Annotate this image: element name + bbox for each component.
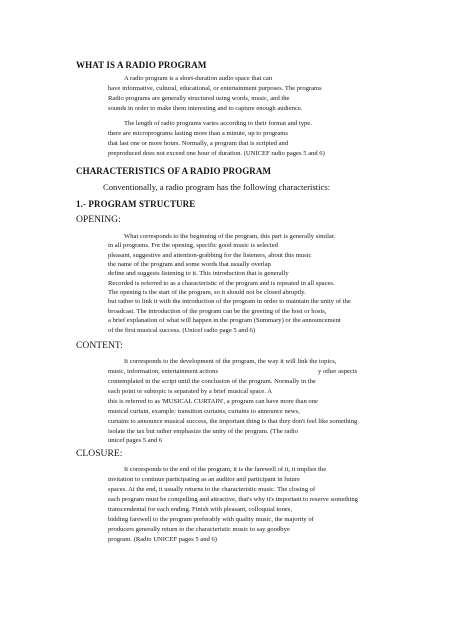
lead-sentence: Conventionally, a radio program has the following characteristics: [103, 182, 331, 192]
text-line: invitation to continue participating as an auditor and participant in future [108, 476, 300, 483]
text-line: transcendental for each ending. Finish with pleasant, colloquial tones, [108, 506, 293, 513]
heading-program-structure: 1.- PROGRAM STRUCTURE [76, 199, 196, 209]
text-line: What corresponds to the beginning of the program, this part is generally similar. [124, 233, 336, 240]
text-line: in all programs. For the opening, specific good music is selected [108, 242, 278, 249]
text-line: the name of the program and some words that usually overlap [108, 261, 271, 268]
text-line: but rather to link it with the introduction of the program in order to maintain the unity of the [108, 298, 351, 305]
heading-opening: OPENING: [76, 214, 121, 225]
text-line: curtains to announce musical success, the important thing is that they don't feel like something [108, 418, 358, 425]
text-line: y other aspects [318, 368, 358, 375]
text-line: Recorded is referred to as a characteristic of the program and is repeated in all spaces. [108, 280, 335, 287]
text-line: preproduced does not exceed one hour of duration. (UNICEF radio pages 5 and 6) [108, 150, 325, 157]
text-line: bidding farewell to the program preferably with quality music, the majority of [108, 516, 314, 523]
text-line: The length of radio programs varies according to their format and type. [124, 120, 312, 127]
heading-characteristics: CHARACTERISTICS OF A RADIO PROGRAM [76, 166, 272, 176]
text-line: It corresponds to the end of the program, it is the farewell of it, it implies the [124, 466, 327, 473]
text-line: there are microprograms lasting more than a minute, up to programs [108, 130, 288, 137]
text-line: producers generally return to the characteristic music to say goodbye [108, 526, 290, 533]
text-line: contemplated in the script until the conclusion of the program. Normally in the [108, 378, 316, 385]
text-line: this is referred to as 'MUSICAL CURTAIN', a program can have more than one [108, 398, 318, 405]
text-line: each program must be compelling and attractive, that's why it's important to reserve something [108, 496, 358, 503]
text-line: broadcast. The introduction of the program can be the greeting of the host or hosts, [108, 308, 327, 315]
heading-what-is-radio-program: WHAT IS A RADIO PROGRAM [76, 60, 207, 70]
text-line: program. (Radio UNICEF pages 5 and 6) [108, 536, 217, 543]
text-line: It corresponds to the development of the program, the way it will link the topics, [124, 358, 337, 365]
text-line: have informative, cultural, educational, or entertainment purposes. The programs [108, 85, 322, 92]
text-line: pleasant, suggestive and attention-grabbing for the listeners, about this music [108, 252, 312, 259]
heading-content: CONTENT: [76, 340, 123, 351]
text-line: sounds in order to make them interesting and to capture enough audience. [108, 105, 303, 112]
text-line: A radio program is a short-duration audio space that can [124, 75, 273, 82]
text-line: isolate the tax but rather emphasize the unity of the program. (The radio [108, 428, 298, 435]
text-line: each point or subtopic is separated by a brief musical space. A [108, 388, 273, 395]
text-line: music, information, entertainment actions [108, 368, 219, 375]
text-line: define and suggests listening to it. This introduction that is generally [108, 270, 289, 277]
text-line: spaces. At the end, it usually returns to the characteristic music. The closing of [108, 486, 316, 493]
text-line: Radio programs are generally structured using words, music, and the [108, 95, 290, 102]
text-line: a brief explanation of what will happen in the program (Summary) or the announcement [108, 317, 341, 324]
text-line: musical curtain, example: transition curtains, curtains to announce news, [108, 408, 300, 415]
text-line: of the first musical success. (Unicef radio page 5 and 6) [108, 327, 256, 334]
text-line: unicef pages 5 and 6 [108, 437, 163, 444]
text-line: that last one or more hours. Normally, a program that is scripted and [108, 140, 289, 147]
text-line: The opening is the start of the program, so it should not be closed abruptly. [108, 289, 306, 296]
heading-closure: CLOSURE: [76, 448, 123, 459]
